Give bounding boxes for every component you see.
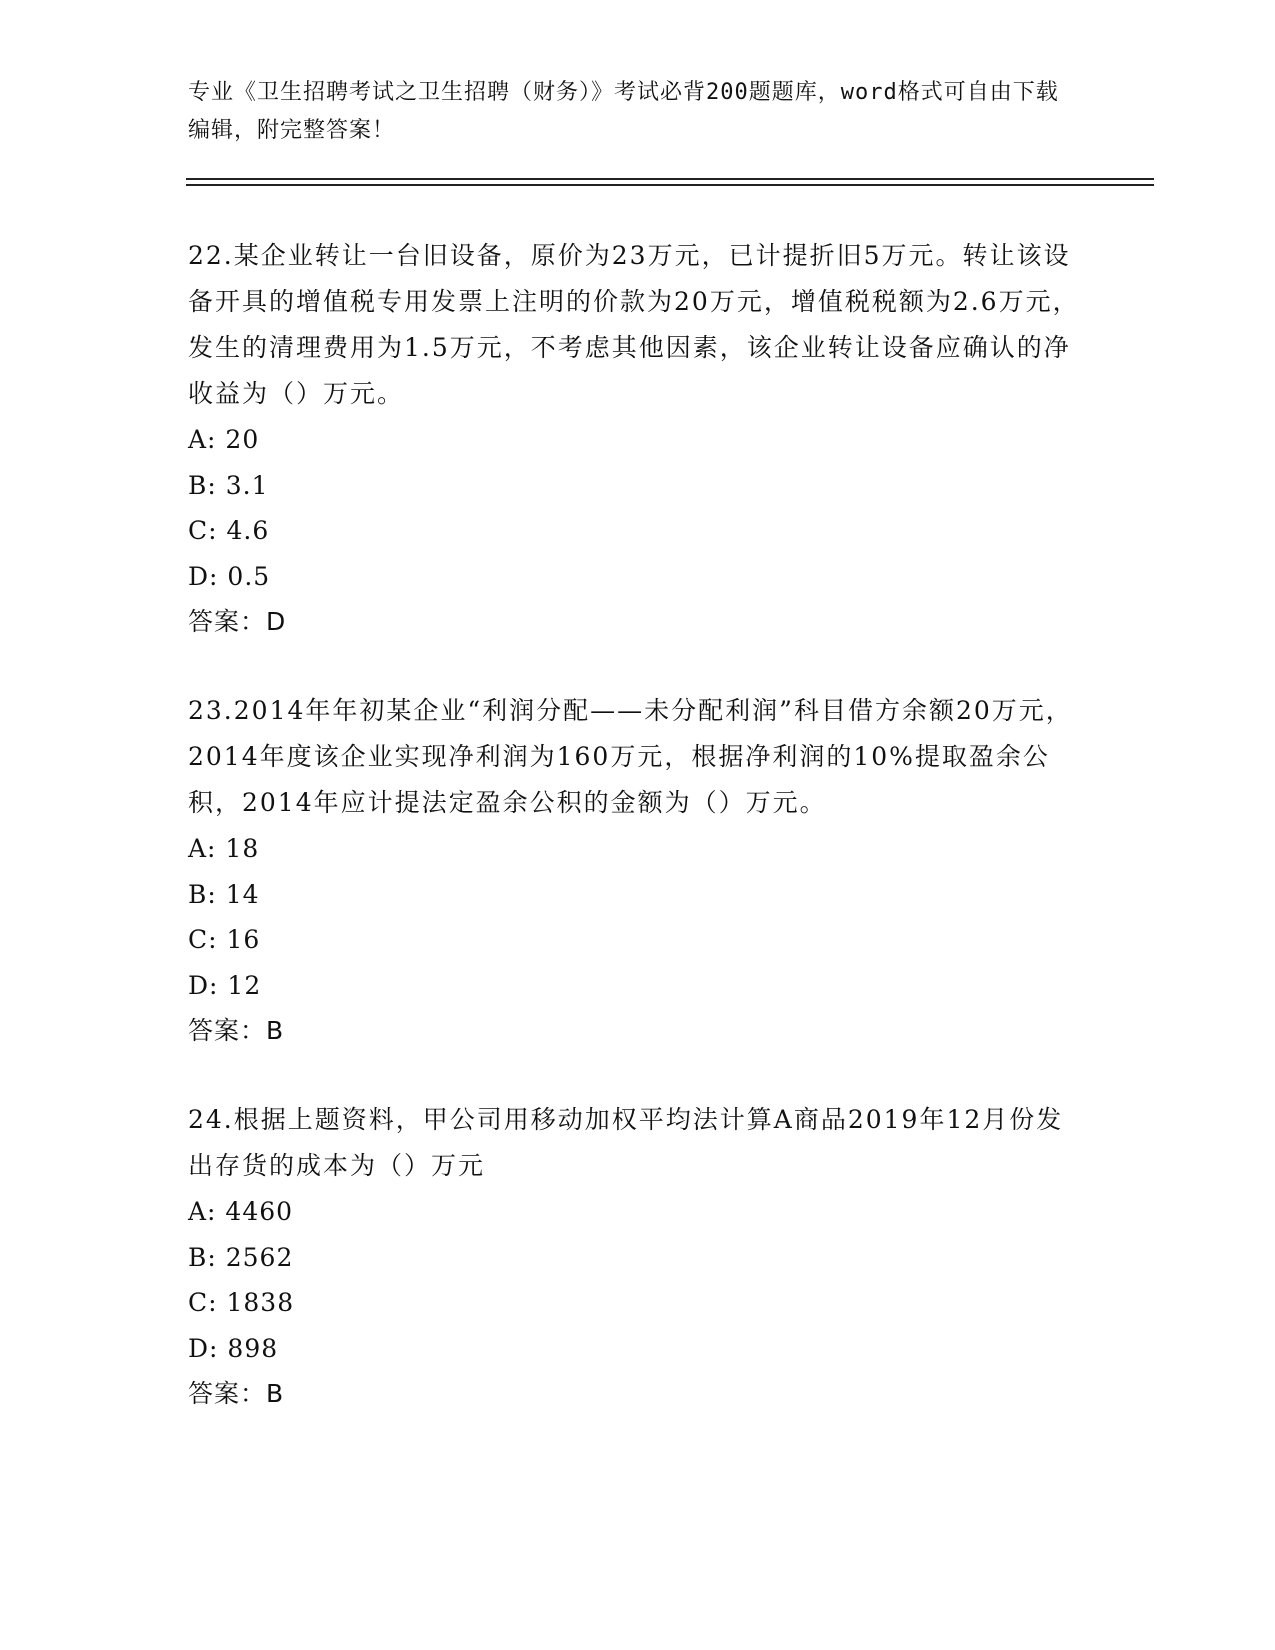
option-b: B: 2562 — [188, 1242, 294, 1272]
answer-line: 答案：B — [188, 1379, 285, 1408]
option-a: A: 20 — [188, 425, 260, 454]
question-stem: 23.2014年年初某企业“利润分配——未分配利润”科目借方余额20万元，2014年度该企业实现净利润为160万元，根据净利润的10%提取盈余公积，2014年应计提法定盈余公积的金额为（）万元。 — [188, 696, 1073, 817]
header-divider-top — [186, 178, 1154, 180]
option-a: A: 18 — [188, 834, 260, 863]
answer-line: 答案：B — [188, 1016, 285, 1045]
option-b: B: 3.1 — [188, 470, 269, 500]
question-24 — [188, 1097, 1088, 1417]
answer-line: 答案：D — [188, 607, 287, 636]
question-23 — [188, 688, 1088, 1054]
option-d: D: 12 — [188, 970, 262, 1000]
question-22 — [188, 233, 1088, 645]
option-c: C: 4.6 — [188, 516, 270, 545]
option-d: D: 898 — [188, 1333, 279, 1363]
question-stem: 22.某企业转让一台旧设备，原价为23万元，已计提折旧5万元。转让该设备开具的增值税专用发票上注明的价款为20万元，增值税税额为2.6万元，发生的清理费用为1.5万元，不考虑其他因素，该企业转让设备应确认的净收益为（）万元。 — [188, 241, 1080, 408]
option-c: C: 1838 — [188, 1288, 295, 1317]
option-b: B: 14 — [188, 879, 260, 909]
question-stem: 24.根据上题资料，甲公司用移动加权平均法计算A商品2019年12月份发出存货的成本为（）万元 — [188, 1105, 1064, 1180]
option-c: C: 16 — [188, 925, 261, 954]
option-d: D: 0.5 — [188, 561, 271, 591]
header-divider-bottom — [186, 184, 1154, 186]
document-header: 专业《卫生招聘考试之卫生招聘（财务）》考试必背200题题库，word格式可自由下载编辑，附完整答案！ — [188, 80, 1059, 143]
option-a: A: 4460 — [188, 1197, 294, 1226]
